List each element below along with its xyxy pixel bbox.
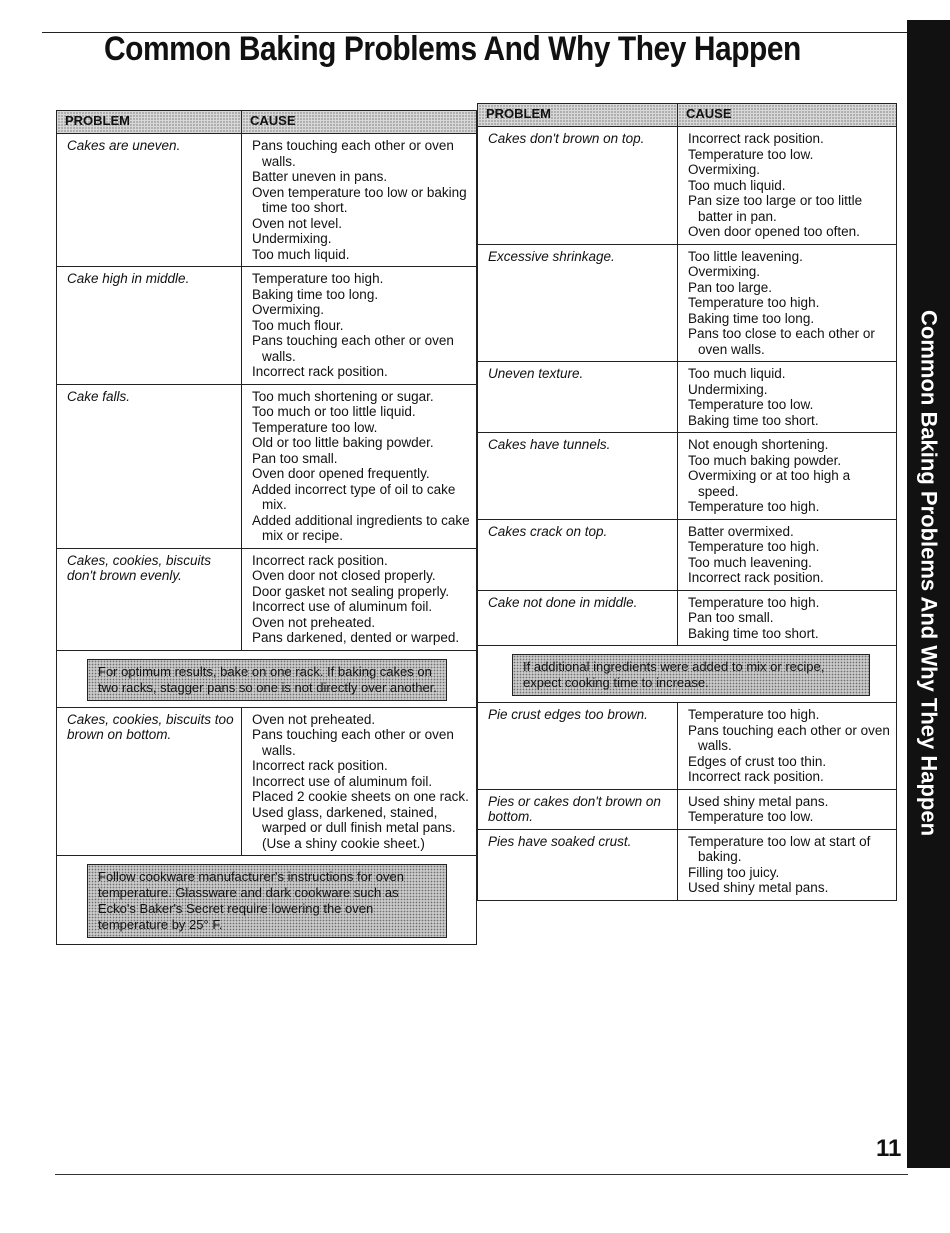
problem-cell: Cakes are uneven. <box>57 134 242 267</box>
cause-item: Too much liquid. <box>688 177 786 193</box>
problem-cell: Cakes, cookies, biscuits too brown on bottom. <box>57 707 242 856</box>
problem-header: PROBLEM <box>478 104 678 127</box>
cause-header: CAUSE <box>242 111 477 134</box>
cause-item: Pans too close to each other or oven walls. <box>688 326 875 357</box>
problem-cell: Cake not done in middle. <box>478 590 678 646</box>
cause-item: Pan too small. <box>252 450 338 466</box>
note-cell <box>57 650 477 707</box>
table-row <box>57 707 477 856</box>
cause-item: Oven temperature too low or baking time too short. <box>252 184 467 215</box>
bottom-rule <box>55 1174 908 1175</box>
table-row <box>57 548 477 650</box>
table-row <box>478 127 897 245</box>
cause-item: Too much liquid. <box>252 246 350 262</box>
table-row <box>478 703 897 790</box>
cause-cell <box>678 244 897 362</box>
side-tab-label: Common Baking Problems And Why They Happen <box>916 310 942 837</box>
table-row <box>478 519 897 590</box>
cause-item: Temperature too high. <box>688 539 820 554</box>
cause-item: Baking time too short. <box>688 412 819 428</box>
cause-item: Batter uneven in pans. <box>252 169 388 184</box>
side-tab <box>907 20 950 1168</box>
cause-item: Overmixing. <box>688 264 761 279</box>
cause-cell <box>678 127 897 245</box>
cause-item: Temperature too low at start of baking. <box>688 833 871 864</box>
table-row <box>478 829 897 900</box>
cause-item: Too much liquid. <box>688 366 786 381</box>
cause-cell <box>678 829 897 900</box>
cause-item: Pan size too large or too little batter in pan. <box>688 193 863 224</box>
cause-cell <box>678 362 897 433</box>
cause-item: Temperature too low. <box>252 419 378 435</box>
problem-header: PROBLEM <box>57 111 242 134</box>
note-box: Follow cookware manufacturer's instructions for oven temperature. Glassware and dark cookware such as Ecko's Baker's Secret require lowering the oven temperature by 25° F. <box>87 864 447 938</box>
cause-item: Added incorrect type of oil to cake mix. <box>252 481 456 512</box>
cause-item: Incorrect rack position. <box>688 570 824 585</box>
note-box: For optimum results, bake on one rack. If baking cakes on two racks, stagger pans so one is not directly over another. <box>87 659 447 701</box>
cause-item: Too much flour. <box>252 317 344 333</box>
problem-cell: Cake high in middle. <box>57 267 242 385</box>
problem-cell: Cakes, cookies, biscuits don't brown evenly. <box>57 548 242 650</box>
cause-item: Temperature too low. <box>688 397 814 412</box>
cause-item: Added additional ingredients to cake mix or recipe. <box>252 512 470 543</box>
problem-cell: Cakes have tunnels. <box>478 433 678 520</box>
cause-item: Incorrect rack position. <box>688 769 824 784</box>
cause-item: Incorrect rack position. <box>252 758 388 773</box>
cause-cell <box>242 548 477 650</box>
cause-item: Not enough shortening. <box>688 437 829 452</box>
problem-cell: Cakes crack on top. <box>478 519 678 590</box>
cause-item: Pans touching each other or oven walls. <box>252 138 454 169</box>
cause-item: Temperature too high. <box>252 271 384 286</box>
cause-cell <box>242 267 477 385</box>
cause-item: Oven not preheated. <box>252 711 376 727</box>
cause-item: Incorrect use of aluminum foil. <box>252 773 433 789</box>
table-row <box>478 244 897 362</box>
cause-item: Pans darkened, dented or warped. <box>252 630 460 645</box>
problem-cell: Cakes don't brown on top. <box>478 127 678 245</box>
note-cell <box>57 856 477 945</box>
cause-item: Edges of crust too thin. <box>688 753 827 769</box>
problem-cell: Uneven texture. <box>478 362 678 433</box>
note-row <box>57 856 477 945</box>
cause-item: Oven not level. <box>252 215 343 231</box>
problem-cell: Pie crust edges too brown. <box>478 703 678 790</box>
left-problems-table <box>56 110 477 945</box>
cause-item: Temperature too low. <box>688 809 814 824</box>
cause-cell <box>678 789 897 829</box>
cause-item: Pans touching each other or oven walls. <box>252 333 454 364</box>
cause-item: Temperature too high. <box>688 499 820 514</box>
cause-item: Oven door opened too often. <box>688 224 860 239</box>
cause-item: Old or too little baking powder. <box>252 435 434 450</box>
cause-item: Placed 2 cookie sheets on one rack. <box>252 789 469 804</box>
right-problems-table <box>477 103 897 901</box>
cause-item: Oven door opened frequently. <box>252 466 430 481</box>
right-table-header-row <box>478 104 897 127</box>
cause-item: Pan too small. <box>688 610 774 625</box>
problem-cell: Pies or cakes don't brown on bottom. <box>478 789 678 829</box>
note-box: If additional ingredients were added to mix or recipe, expect cooking time to increase. <box>512 654 870 696</box>
table-row <box>478 789 897 829</box>
cause-item: Overmixing. <box>688 162 761 177</box>
table-row <box>57 384 477 548</box>
cause-item: Too much or too little liquid. <box>252 404 416 419</box>
cause-item: Too much baking powder. <box>688 452 842 468</box>
page-title: Common Baking Problems And Why They Happen <box>104 30 801 68</box>
cause-item: Batter overmixed. <box>688 523 794 539</box>
cause-item: Temperature too high. <box>688 707 820 722</box>
table-row <box>478 590 897 646</box>
cause-item: Incorrect rack position. <box>252 552 388 568</box>
problem-cell: Cake falls. <box>57 384 242 548</box>
table-row <box>478 362 897 433</box>
cause-item: Incorrect rack position. <box>688 131 824 146</box>
note-cell <box>478 646 897 703</box>
cause-item: Pans touching each other or oven walls. <box>688 722 890 753</box>
cause-item: Door gasket not sealing properly. <box>252 583 450 599</box>
cause-item: Filling too juicy. <box>688 864 780 880</box>
cause-cell <box>242 134 477 267</box>
cause-item: Temperature too high. <box>688 594 820 610</box>
cause-item: Baking time too short. <box>688 625 819 641</box>
problem-cell: Pies have soaked crust. <box>478 829 678 900</box>
cause-item: Undermixing. <box>688 381 768 397</box>
cause-item: Temperature too high. <box>688 295 820 310</box>
cause-cell <box>678 703 897 790</box>
cause-item: Undermixing. <box>252 231 332 246</box>
table-row <box>57 267 477 385</box>
cause-item: Overmixing or at too high a speed. <box>688 468 851 499</box>
problem-cell: Excessive shrinkage. <box>478 244 678 362</box>
cause-item: Pan too large. <box>688 279 773 295</box>
left-table-header-row <box>57 111 477 134</box>
table-row <box>478 433 897 520</box>
cause-cell <box>678 519 897 590</box>
cause-item: Baking time too long. <box>688 310 815 326</box>
cause-cell <box>678 433 897 520</box>
cause-cell <box>242 384 477 548</box>
cause-item: Incorrect rack position. <box>252 364 388 379</box>
cause-item: Temperature too low. <box>688 146 814 162</box>
cause-item: Oven door not closed properly. <box>252 568 436 583</box>
page-number: 11 <box>876 1135 902 1162</box>
cause-item: Overmixing. <box>252 302 325 317</box>
cause-item: Baking time too long. <box>252 286 379 302</box>
cause-item: Too much shortening or sugar. <box>252 388 434 404</box>
cause-cell <box>242 707 477 856</box>
cause-item: Incorrect use of aluminum foil. <box>252 599 433 614</box>
cause-item: Oven not preheated. <box>252 614 376 630</box>
cause-item: Too little leavening. <box>688 248 803 264</box>
cause-item: Used shiny metal pans. <box>688 880 829 895</box>
cause-item: Too much leavening. <box>688 554 812 570</box>
cause-cell <box>678 590 897 646</box>
cause-header: CAUSE <box>678 104 897 127</box>
note-row <box>57 650 477 707</box>
cause-item: Used shiny metal pans. <box>688 793 829 809</box>
table-row <box>57 134 477 267</box>
note-row <box>478 646 897 703</box>
cause-item: Used glass, darkened, stained, warped or dull finish metal pans. (Use a shiny cookie sheet.) <box>252 804 456 851</box>
cause-item: Pans touching each other or oven walls. <box>252 727 454 758</box>
